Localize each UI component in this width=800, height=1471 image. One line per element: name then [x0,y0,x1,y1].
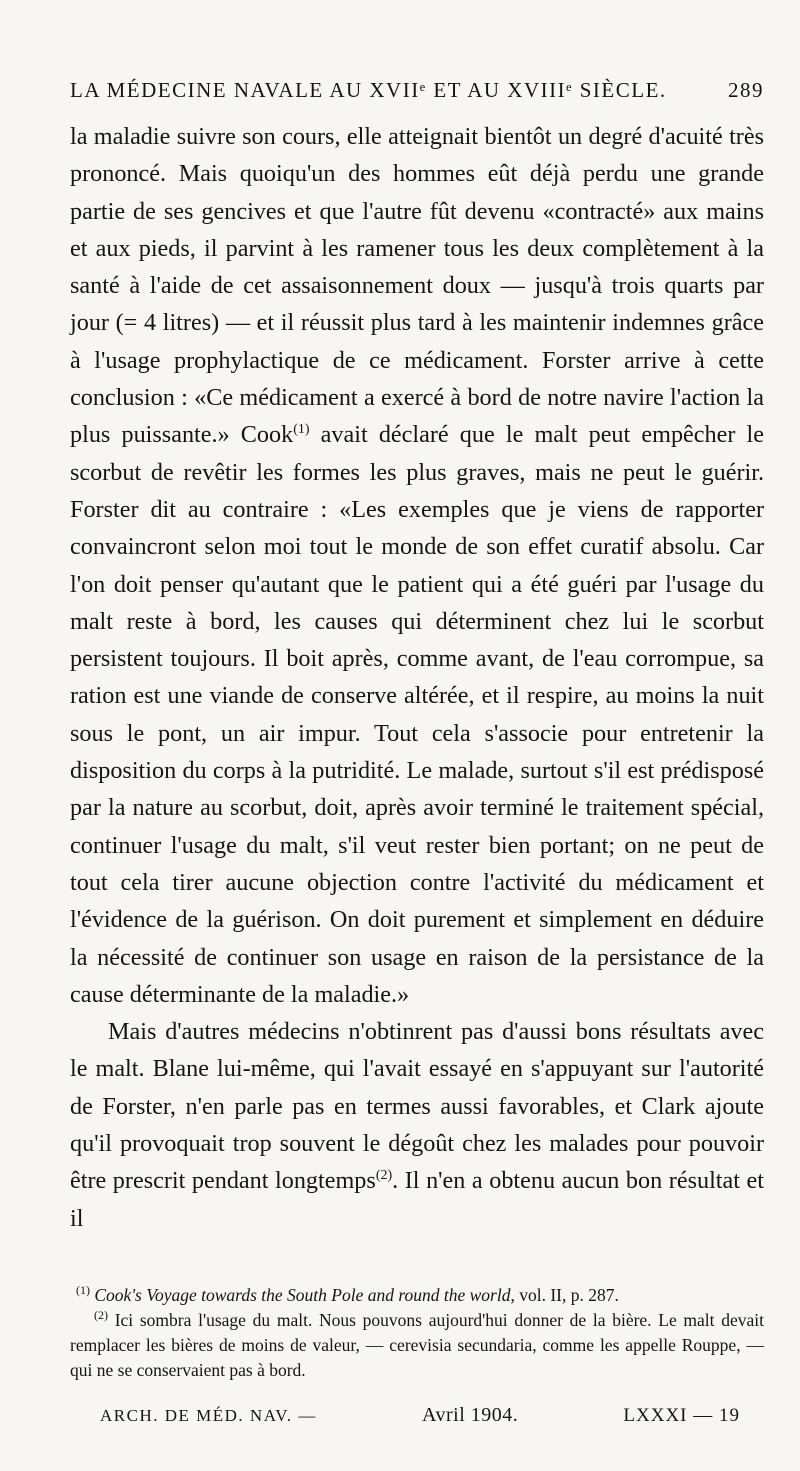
footnote-2-mark: (2) [94,1308,108,1322]
paragraph-1-continuation: avait déclaré que le malt peut empêcher le scorbut de revêtir les formes les plus graves, mais ne peut le guérir. Forster dit au contraire : «Les exemples que je viens de rapporter convaincront selon moi tout le monde de son effet curatif absolu. Car l'on doit penser qu'autant que le patient qui a été guéri par l'usage du malt reste à bord, les causes qui déterminent chez lui le scorbut persistent toujours. Il boit après, comme avant, de l'eau corrompue, sa ration est une viande de conserve altérée, et il respire, au moins la nuit sous le pont, un air impur. Tout cela s'associe pour entretenir la disposition du corps à la putridité. Le malade, surtout s'il est prédisposé par la nature au scorbut, doit, après avoir terminé le traitement spécial, continuer l'usage du malt, s'il veut rester bien portant; on ne peut de tout cela tirer aucune objection contre l'activité du médicament et l'évidence de la guérison. On doit purement et simplement en déduire la nécessité de continuer son usage en raison de la persistance de la cause déterminante de la maladie.» [70,421,764,1008]
issue-date: Avril 1904. [422,1404,519,1426]
footnote-2 [70,1308,764,1383]
paragraph-1-text: la maladie suivre son cours, elle atteignait bientôt un degré d'acuité très prononcé. Mais quoiqu'un des hommes eût déjà perdu une grande partie de ses gencives et que l'autre fût devenu «contracté» aux mains et aux pieds, il parvint à les ramener tous les deux complètement à la santé à l'aide de cet assaisonnement doux — jusqu'à trois quarts par jour (= 4 litres) — et il réussit plus tard à les maintenir indemnes grâce à l'usage prophylactique de ce médicament. Forster arrive à cette conclusion : «Ce médicament a exercé à bord de notre navire l'action la plus puissante.» Cook [70,123,764,449]
paragraph-1 [70,118,764,1013]
body-text [70,118,764,1237]
page-footer [100,1404,740,1427]
footnote-ref-1: (1) [293,422,310,438]
page-number: 289 [728,78,764,102]
paragraph-2-text: Mais d'autres médecins n'obtinrent pas d'aussi bons résultats avec le malt. Blane lui-même, qui l'avait essayé en s'appuyant sur l'autorité de Forster, n'en parle pas en termes aussi favorables, et Clark ajoute qu'il provoquait trop souvent le dégoût chez les malades pour pouvoir être prescrit pendant longtemps [70,1018,764,1195]
footnote-1 [70,1283,764,1308]
footnote-1-mark: (1) [76,1283,90,1297]
footnotes [70,1283,764,1383]
footnote-1-work-title: Cook's Voyage towards the South Pole and round the world [94,1285,511,1305]
footnote-1-rest: , vol. II, p. 287. [510,1285,619,1305]
journal-name: ARCH. DE MÉD. NAV. — [100,1406,317,1425]
footnote-ref-2: (2) [375,1168,393,1184]
paragraph-2 [70,1013,764,1237]
paragraph-2-continuation: . Il n'en a obtenu aucun bon résultat et il [70,1167,764,1232]
footnote-2-text: Ici sombra l'usage du malt. Nous pouvons aujourd'hui donner de la bière. Le malt devait remplacer les bières de moins de valeur, — cerevisia secundaria, comme les appelle Rouppe, — qui ne se conservaient pas à bord. [70,1310,764,1380]
running-title: LA MÉDECINE NAVALE AU XVIIᵉ ET AU XVIIIᵉ SIÈCLE. [70,78,667,102]
signature-mark: LXXXI — 19 [623,1405,740,1426]
running-header [70,78,764,103]
